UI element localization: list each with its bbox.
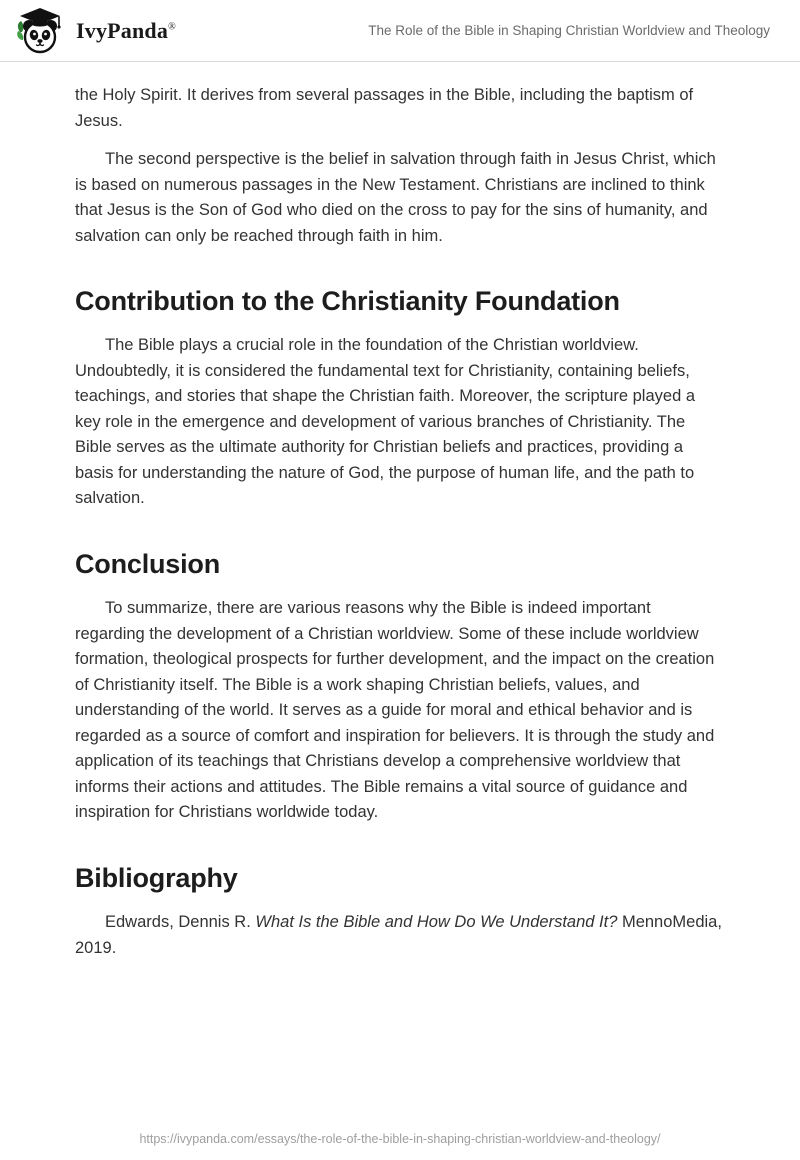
bib-publisher-year: MennoMedia, 2019. (75, 913, 722, 957)
paragraph-second-perspective: The second perspective is the belief in salvation through faith in Jesus Christ, which is based on numerous passages in the New Testament. Christians are inclined to think that Jesus is the Son of God who died on the cross to pay for the sins of humanity, and salvation can only be reached through faith in him. (75, 150, 716, 245)
source-url: https://ivypanda.com/essays/the-role-of-the-bible-in-shaping-christian-worldview-and-theology/ (139, 1132, 661, 1146)
registered-mark: ® (168, 21, 176, 33)
heading-conclusion: Conclusion (75, 548, 220, 579)
bib-book-title: What Is the Bible and How Do We Understand It? (255, 913, 618, 932)
heading-contribution: Contribution to the Christianity Foundation (75, 286, 620, 316)
paragraph-contribution: The Bible plays a crucial role in the foundation of the Christian worldview. Undoubtedly, it is considered the fundamental text for Christianity, containing beliefs, teachings, and stories that shape the Christian faith. Moreover, the scripture played a key role in the emergence and development of various branches of Christianity. The Bible serves as the ultimate authority for Christian beliefs and practices, providing a basis for understanding the nature of God, the purpose of human life, and the path to salvation. (75, 336, 696, 508)
heading-bibliography: Bibliography (75, 862, 238, 893)
page-footer (0, 1132, 800, 1146)
brand-text: IvyPanda (76, 17, 169, 43)
essay-content (0, 62, 800, 961)
document-title: The Role of the Bible in Shaping Christian Worldview and Theology (368, 22, 770, 38)
brand-name (76, 18, 176, 44)
bibliography-entry (75, 910, 722, 961)
page-header (0, 0, 800, 62)
paragraph-conclusion: To summarize, there are various reasons why the Bible is indeed important regarding the development of a Christian worldview. Some of these include worldview formation, theological prospects for further development, and the impact on the creation of Christianity itself. The Bible is a work shaping Christian beliefs, values, and understanding of the world. It serves as a guide for moral and ethical behavior and is regarded as a source of comfort and inspiration for believers. It is through the study and application of its teachings that Christians develop a comprehensive worldview that informs their actions and attitudes. The Bible remains a vital source of guidance and inspiration for Christians worldwide today. (75, 599, 715, 822)
bib-author: Edwards, Dennis R. (105, 913, 256, 932)
brand (16, 6, 176, 56)
paragraph-continuation: the Holy Spirit. It derives from several passages in the Bible, including the baptism of Jesus. (75, 86, 694, 130)
ivypanda-panda-logo-icon (16, 6, 64, 56)
